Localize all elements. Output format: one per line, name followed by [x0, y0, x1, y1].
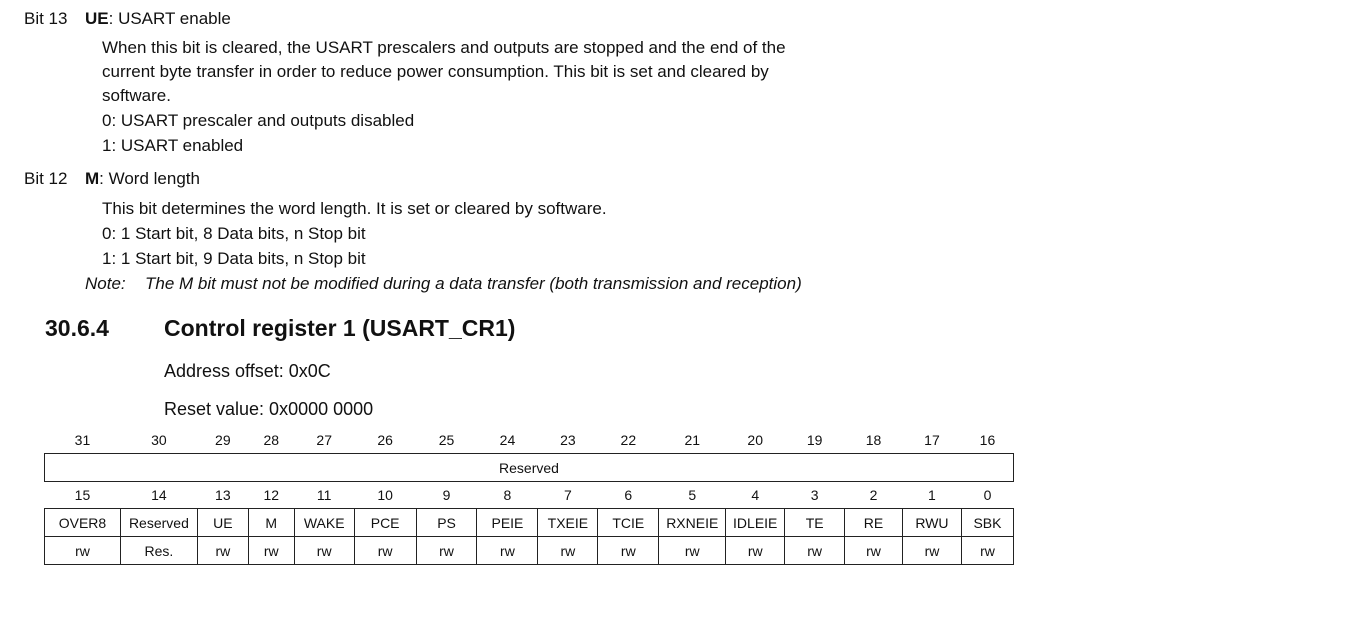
access-type: rw: [538, 537, 598, 565]
bit-number: 11: [316, 487, 332, 503]
field-ue: UE: [197, 509, 248, 537]
bit-number: 28: [263, 432, 280, 448]
bit-number: 21: [684, 432, 701, 448]
access-type: rw: [902, 537, 961, 565]
field-wake: WAKE: [294, 509, 354, 537]
access-type: rw: [354, 537, 416, 565]
bit13-line: software.: [102, 86, 171, 105]
bit-number: 5: [688, 487, 697, 503]
field-reserved: Reserved: [120, 509, 197, 537]
bit-number: 14: [151, 487, 167, 503]
field-over8: OVER8: [45, 509, 121, 537]
bit13-field-name: UE: [85, 9, 109, 28]
bit-number: 13: [215, 487, 231, 503]
access-type: rw: [294, 537, 354, 565]
field-re: RE: [845, 509, 903, 537]
bit-number: 0: [983, 487, 992, 503]
bit-number: 2: [869, 487, 878, 503]
bit13-line: When this bit is cleared, the USART prescalers and outputs are stopped and the end of the: [102, 38, 786, 57]
access-type: rw: [785, 537, 845, 565]
register-table: [44, 427, 1014, 565]
bit-number: 8: [503, 487, 512, 503]
bit13-number: Bit 13: [24, 9, 68, 28]
bit-number: 24: [499, 432, 516, 448]
bit-number: 1: [928, 487, 936, 503]
field-txeie: TXEIE: [538, 509, 598, 537]
access-type: rw: [961, 537, 1013, 565]
field-peie: PEIE: [477, 509, 538, 537]
bit-number: 20: [747, 432, 763, 448]
bit-number: 9: [442, 487, 451, 503]
bit-number: 26: [377, 432, 393, 448]
note-label: Note:: [85, 274, 126, 293]
address-offset: Address offset: 0x0C: [164, 361, 331, 381]
field-m: M: [248, 509, 294, 537]
note-text: The M bit must not be modified during a data transfer (both transmission and reception): [145, 274, 802, 293]
bit-number: 16: [979, 432, 996, 448]
bit12-heading: [24, 169, 200, 189]
access-type: rw: [726, 537, 785, 565]
bit12-line: This bit determines the word length. It is set or cleared by software.: [102, 199, 607, 218]
field-tcie: TCIE: [598, 509, 659, 537]
bit12-description: [102, 196, 607, 271]
access-type: rw: [248, 537, 294, 565]
access-type: rw: [477, 537, 538, 565]
bit-number: 6: [624, 487, 633, 503]
field-idleie: IDLEIE: [726, 509, 785, 537]
bit13-title: : USART enable: [108, 9, 231, 28]
bit-number: 23: [560, 432, 576, 448]
lower-access-row: [45, 537, 1014, 565]
lower-bit-numbers: [45, 482, 1014, 509]
bit-number: 15: [74, 487, 91, 503]
bit13-line: current byte transfer in order to reduce power consumption. This bit is set and cleared by: [102, 62, 769, 81]
bit-number: 22: [620, 432, 637, 448]
section-number: 30.6.4: [45, 315, 109, 341]
field-sbk: SBK: [961, 509, 1013, 537]
access-type: Res.: [120, 537, 197, 565]
bit-number: 12: [263, 487, 280, 503]
bit12-field-name: M: [85, 169, 100, 188]
bit-number: 29: [215, 432, 231, 448]
field-rwu: RWU: [902, 509, 961, 537]
bit-number: 3: [810, 487, 819, 503]
bit-number: 19: [806, 432, 823, 448]
bit-number: 31: [74, 432, 91, 448]
field-te: TE: [785, 509, 845, 537]
access-type: rw: [416, 537, 477, 565]
access-type: rw: [659, 537, 726, 565]
bit12-value-0: 0: 1 Start bit, 8 Data bits, n Stop bit: [102, 224, 366, 243]
access-type: rw: [845, 537, 903, 565]
bit-number: 18: [865, 432, 882, 448]
access-type: rw: [197, 537, 248, 565]
bit-number: 25: [438, 432, 455, 448]
bit13-value-1: 1: USART enabled: [102, 136, 244, 155]
bit-number: 27: [316, 432, 332, 448]
bit12-note: [85, 274, 802, 294]
bit13-value-0: 0: USART prescaler and outputs disabled: [102, 111, 415, 130]
access-type: rw: [45, 537, 121, 565]
bit-number: 10: [377, 487, 393, 503]
field-rxneie: RXNEIE: [659, 509, 726, 537]
access-type: rw: [598, 537, 659, 565]
field-ps: PS: [416, 509, 477, 537]
bit13-description: [102, 36, 786, 158]
bit-number: 30: [151, 432, 167, 448]
bit-number: 17: [924, 432, 940, 448]
bit13-heading: [24, 9, 231, 29]
upper-bit-numbers: [45, 427, 1014, 454]
bit-number: 4: [751, 487, 760, 503]
bit12-title: : Word length: [99, 169, 200, 188]
upper-fields-row: [45, 454, 1014, 482]
section-title: Control register 1 (USART_CR1): [164, 315, 516, 341]
reset-value: Reset value: 0x0000 0000: [164, 399, 374, 419]
bit12-value-1: 1: 1 Start bit, 9 Data bits, n Stop bit: [102, 249, 366, 268]
bit-number: 7: [563, 487, 572, 503]
field-pce: PCE: [354, 509, 416, 537]
upper-reserved-cell: Reserved: [45, 454, 1014, 482]
lower-fields-row: [45, 509, 1014, 537]
bit12-number: Bit 12: [24, 169, 68, 188]
